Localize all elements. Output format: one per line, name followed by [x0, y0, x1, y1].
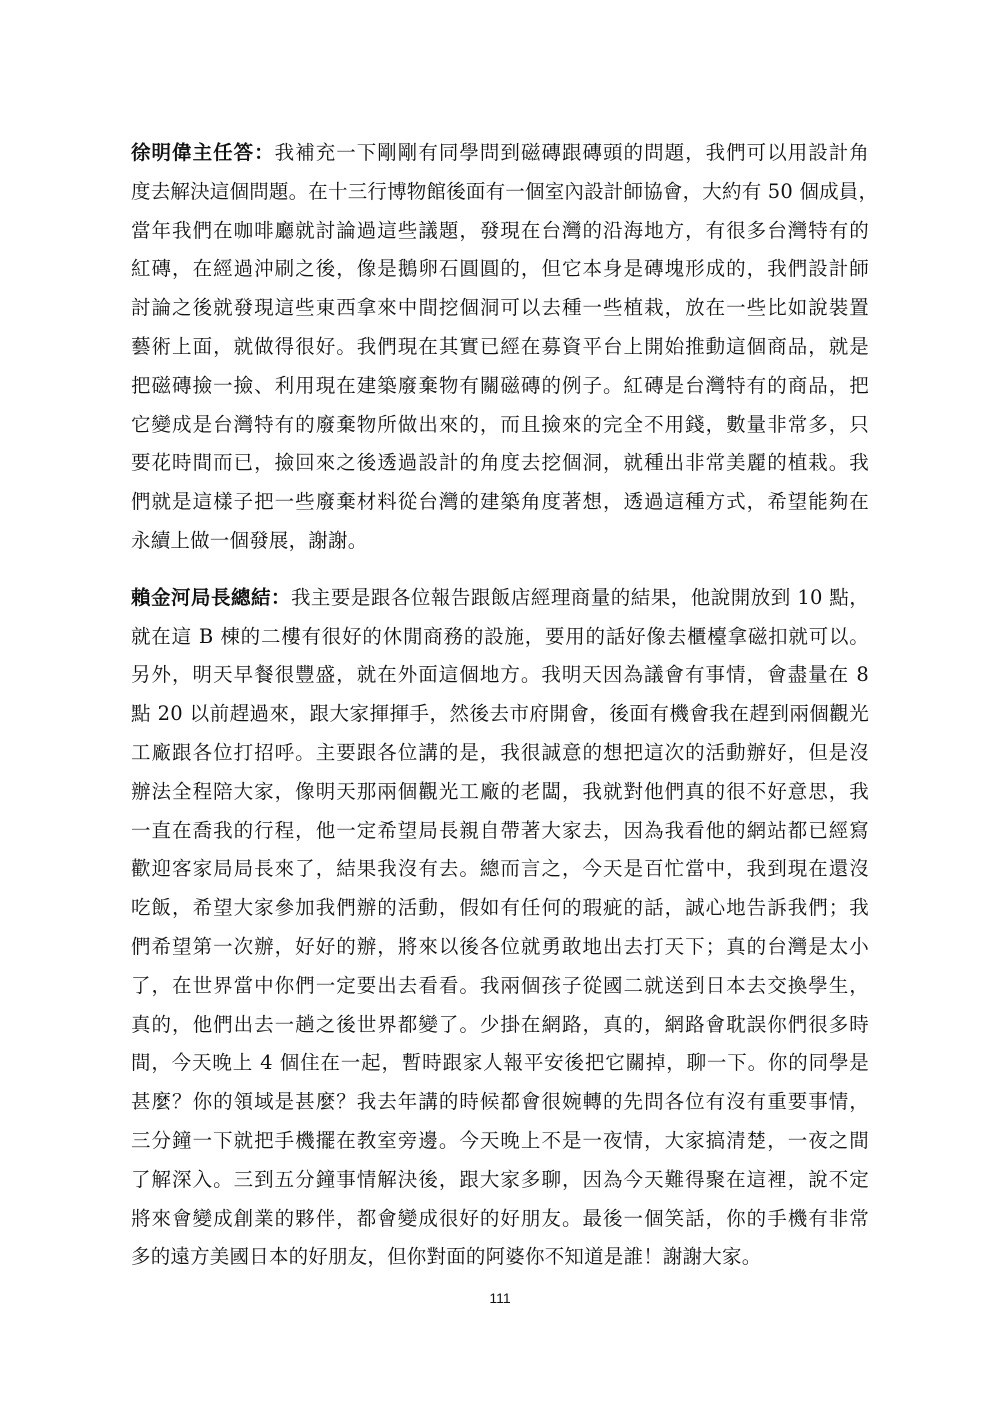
page-number: 111	[489, 1290, 511, 1306]
paragraph-lai-jinhe	[131, 579, 869, 1277]
text-line: 們就是這樣子把一些廢棄材料從台灣的建築角度著想，透過這種方式，希望能夠在	[131, 490, 869, 514]
text-line: 間，今天晚上 4 個住在一起，暫時跟家人報平安後把它關掉，聊一下。你的同學是	[131, 1051, 869, 1075]
text-line: 了解深入。三到五分鐘事情解決後，跟大家多聊，因為今天難得聚在這裡，說不定	[131, 1167, 869, 1191]
text-line: 紅磚，在經過沖刷之後，像是鵝卵石圓圓的，但它本身是磚塊形成的，我們設計師	[131, 257, 869, 281]
text-line: 真的，他們出去一趟之後世界都變了。少掛在網路，真的，網路會耽誤你們很多時	[131, 1012, 869, 1036]
document-body	[131, 134, 879, 1277]
text-line: 要花時間而已，撿回來之後透過設計的角度去挖個洞，就種出非常美麗的植栽。我	[131, 451, 869, 475]
text-line	[131, 579, 869, 618]
text-line: 另外，明天早餐很豐盛，就在外面這個地方。我明天因為議會有事情，會盡量在 8	[131, 663, 869, 687]
paragraph-spacer	[131, 561, 869, 579]
speaker-label: 徐明偉主任答：	[131, 141, 275, 164]
text-line: 就在這 B 棟的二樓有很好的休閒商務的設施，要用的話好像去櫃檯拿磁扣就可以。	[131, 624, 869, 648]
text-line: 它變成是台灣特有的廢棄物所做出來的，而且撿來的完全不用錢，數量非常多，只	[131, 412, 869, 436]
text-line: 甚麼？你的領域是甚麼？我去年講的時候都會很婉轉的先問各位有沒有重要事情，	[131, 1090, 869, 1114]
text-line: 當年我們在咖啡廳就討論過這些議題，發現在台灣的沿海地方，有很多台灣特有的	[131, 218, 869, 242]
text-line: 了，在世界當中你們一定要出去看看。我兩個孩子從國二就送到日本去交換學生，	[131, 973, 869, 997]
text-line: 點 20 以前趕過來，跟大家揮揮手，然後去市府開會，後面有機會我在趕到兩個觀光	[131, 702, 869, 726]
text-line: 一直在喬我的行程，他一定希望局長親自帶著大家去，因為我看他的網站都已經寫	[131, 818, 869, 842]
text-line: 把磁磚撿一撿、利用現在建築廢棄物有關磁磚的例子。紅磚是台灣特有的商品，把	[131, 373, 869, 397]
text-line: 多的遠方美國日本的好朋友，但你對面的阿婆你不知道是誰！謝謝大家。	[131, 1245, 762, 1269]
text-line: 吃飯，希望大家參加我們辦的活動，假如有任何的瑕疵的話，誠心地告訴我們；我	[131, 896, 869, 920]
text-line: 討論之後就發現這些東西拿來中間挖個洞可以去種一些植栽，放在一些比如說裝置	[131, 296, 869, 320]
line-text: 我主要是跟各位報告跟飯店經理商量的結果，他說開放到 10 點，	[290, 585, 869, 609]
text-line: 辦法全程陪大家，像明天那兩個觀光工廠的老闆，我就對他們真的很不好意思，我	[131, 779, 869, 803]
text-line: 工廠跟各位打招呼。主要跟各位講的是，我很誠意的想把這次的活動辦好，但是沒	[131, 740, 869, 764]
text-line	[131, 134, 869, 173]
text-line: 藝術上面，就做得很好。我們現在其實已經在募資平台上開始推動這個商品，就是	[131, 334, 869, 358]
text-line: 永續上做一個發展，謝謝。	[131, 528, 368, 552]
paragraph-xu-mingwei	[131, 134, 879, 561]
line-text: 我補充一下剛剛有同學問到磁磚跟磚頭的問題，我們可以用設計角	[274, 141, 869, 164]
text-line: 歡迎客家局局長來了，結果我沒有去。總而言之，今天是百忙當中，我到現在還沒	[131, 857, 869, 881]
text-line: 將來會變成創業的夥伴，都會變成很好的好朋友。最後一個笑話，你的手機有非常	[131, 1206, 869, 1230]
text-line: 度去解決這個問題。在十三行博物館後面有一個室內設計師協會，大約有 50 個成員，	[131, 179, 879, 203]
text-line: 們希望第一次辦，好好的辦，將來以後各位就勇敢地出去打天下；真的台灣是太小	[131, 934, 869, 958]
speaker-label: 賴金河局長總結：	[131, 585, 291, 609]
text-line: 三分鐘一下就把手機擺在教室旁邊。今天晚上不是一夜情，大家搞清楚，一夜之間	[131, 1128, 869, 1152]
